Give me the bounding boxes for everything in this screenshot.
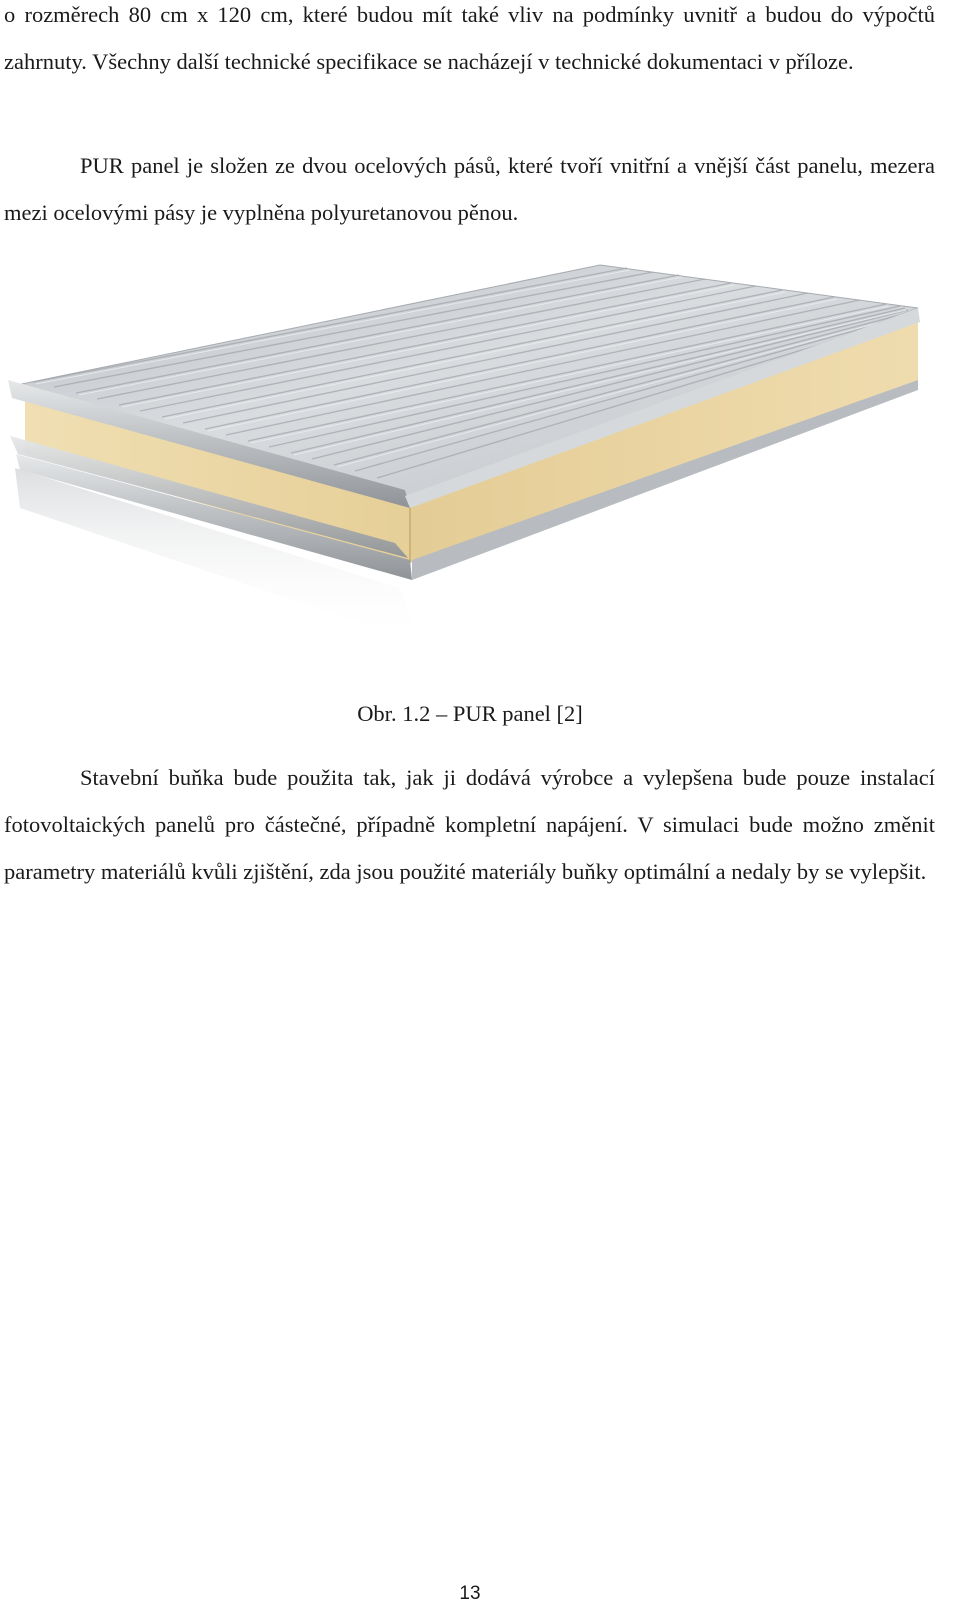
pur-panel-illustration (0, 258, 940, 658)
figure-caption: Obr. 1.2 – PUR panel [2] (357, 701, 583, 726)
page-number: 13 (459, 1583, 481, 1604)
paragraph-dimensions: o rozměrech 80 cm x 120 cm, které budou mít také vliv na podmínky uvnitř a budou do výpočtů zahrnuty. Všechny další technické specifikace se nacházejí v technické dokumentaci v příloze. (4, 2, 935, 74)
pur-panel-figure (0, 258, 940, 658)
paragraph-pur-panel-description: PUR panel je složen ze dvou ocelových pásů, které tvoří vnitřní a vnější část panelu, mezera mezi ocelovými pásy je vyplněna polyuretanovou pěnou. (4, 153, 935, 225)
paragraph-building-unit: Stavební buňka bude použita tak, jak ji dodává výrobce a vylepšena bude pouze instalací fotovoltaických panelů pro částečné, případně kompletní napájení. V simulaci bude možno změnit parametry materiálů kvůli zjištění, zda jsou použité materiály buňky optimální a nedaly by se vylepšit. (4, 765, 935, 884)
